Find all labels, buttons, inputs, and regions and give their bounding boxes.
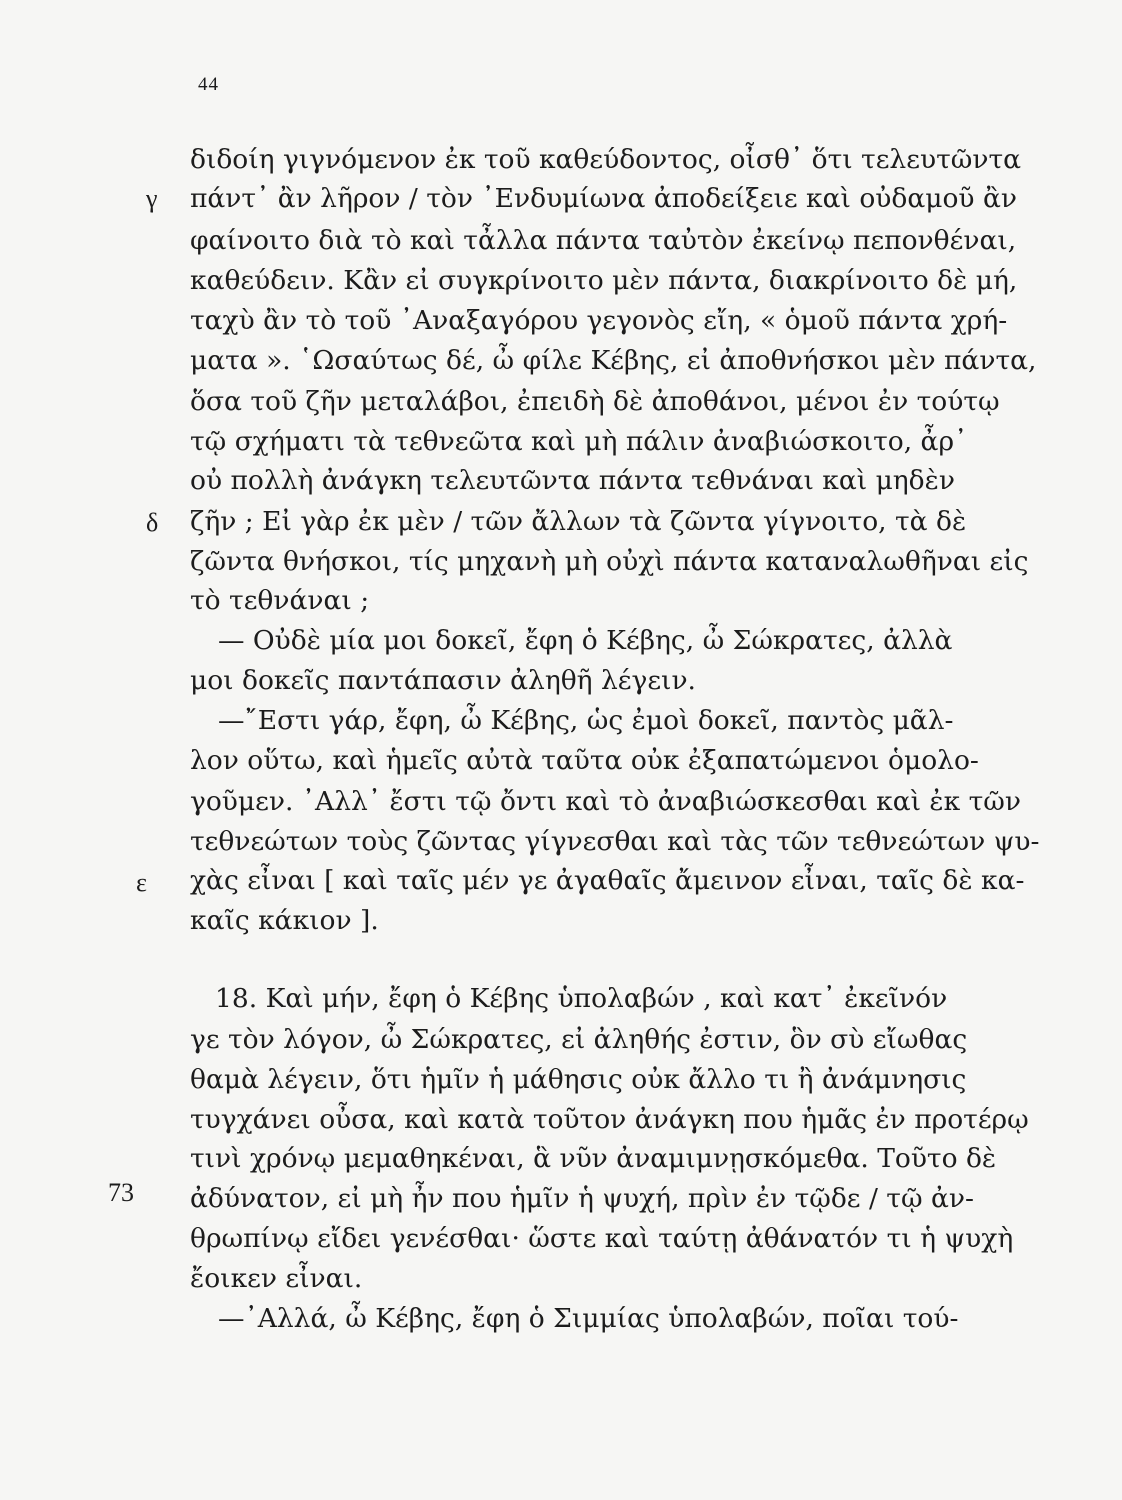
text-line: τὸ τεθνάναι ;: [190, 585, 370, 616]
text-line: πάντ᾽ ἂν λῆρον / τὸν ᾽Ενδυμίωνα ἀποδείξειε καὶ οὐδαμοῦ ἂν: [190, 183, 1017, 214]
text-line: ζῆν ; Εἰ γὰρ ἐκ μὲν / τῶν ἄλλων τὰ ζῶντα γίγνοιτο, τὰ δὲ: [190, 506, 967, 537]
text-line: μοι δοκεῖς παντάπασιν ἀληθῆ λέγειν.: [190, 665, 696, 696]
text-line: ἀδύνατον, εἰ μὴ ἦν που ἡμῖν ἡ ψυχή, πρὶν ἐν τῷδε / τῷ ἀν-: [190, 1183, 974, 1214]
margin-marker-delta: δ: [146, 508, 159, 537]
text-line: καῖς κάκιον ].: [190, 905, 379, 936]
margin-marker-epsilon: ε: [136, 868, 147, 897]
margin-marker-73: 73: [108, 1178, 134, 1207]
text-line: τυγχάνει οὖσα, καὶ κατὰ τοῦτον ἀνάγκη που ἡμᾶς ἐν προτέρῳ: [190, 1104, 1029, 1135]
text-line: οὐ πολλὴ ἀνάγκη τελευτῶντα πάντα τεθνάναι καὶ μηδὲν: [190, 465, 955, 496]
text-line: χὰς εἶναι [ καὶ ταῖς μέν γε ἀγαθαῖς ἄμεινον εἶναι, ταῖς δὲ κα-: [190, 865, 1025, 896]
text-line: καθεύδειν. Κἂν εἰ συγκρίνοιτο μὲν πάντα, διακρίνοιτο δὲ μή,: [190, 265, 1018, 296]
text-line: τῷ σχήματι τὰ τεθνεῶτα καὶ μὴ πάλιν ἀναβιώσκοιτο, ἆρ᾽: [190, 426, 968, 457]
text-line: λον οὕτω, καὶ ἡμεῖς αὐτὰ ταῦτα οὐκ ἐξαπατώμενοι ὁμολο-: [190, 745, 979, 776]
text-line: διδοίη γιγνόμενον ἐκ τοῦ καθεύδοντος, οἶσθ᾽ ὅτι τελευτῶντα: [190, 144, 1021, 175]
text-line: ὅσα τοῦ ζῆν μεταλάβοι, ἐπειδὴ δὲ ἀποθάνοι, μένοι ἐν τούτῳ: [190, 386, 1000, 417]
text-line: ἔοικεν εἶναι.: [190, 1263, 363, 1294]
text-line: —῎Εστι γάρ, ἔφη, ὦ Κέβης, ὡς ἐμοὶ δοκεῖ, παντὸς μᾶλ-: [218, 705, 954, 736]
text-line: ζῶντα θνήσκοι, τίς μηχανὴ μὴ οὐχὶ πάντα καταναλωθῆναι εἰς: [190, 546, 1029, 577]
text-line: ταχὺ ἂν τὸ τοῦ ᾽Αναξαγόρου γεγονὸς εἴη, « ὁμοῦ πάντα χρή-: [190, 305, 1008, 336]
margin-marker-gamma: γ: [146, 184, 158, 213]
text-line: φαίνοιτο διὰ τὸ καὶ τἆλλα πάντα ταὐτὸν ἐκείνῳ πεπονθέναι,: [190, 225, 1017, 256]
text-line: τινὶ χρόνῳ μεμαθηκέναι, ἃ νῦν ἀναμιμνῃσκόμεθα. Τοῦτο δὲ: [190, 1143, 997, 1174]
text-line: γε τὸν λόγον, ὦ Σώκρατες, εἰ ἀληθής ἐστιν, ὃν σὺ εἴωθας: [190, 1024, 968, 1055]
text-line: θαμὰ λέγειν, ὅτι ἡμῖν ἡ μάθησις οὐκ ἄλλο τι ἢ ἀνάμνησις: [190, 1064, 967, 1095]
text-line: θρωπίνῳ εἴδει γενέσθαι· ὥστε καὶ ταύτῃ ἀθάνατόν τι ἡ ψυχὴ: [190, 1223, 1014, 1254]
text-line: — Οὐδὲ μία μοι δοκεῖ, ἔφη ὁ Κέβης, ὦ Σώκρατες, ἀλλὰ: [218, 625, 953, 656]
text-line: —᾽Αλλά, ὦ Κέβης, ἔφη ὁ Σιμμίας ὑπολαβών, ποῖαι τού-: [218, 1303, 959, 1334]
page-number: 44: [198, 74, 219, 95]
text-line: ματα ». ῾Ωσαύτως δέ, ὦ φίλε Κέβης, εἰ ἀποθνήσκοι μὲν πάντα,: [190, 345, 1037, 376]
text-line: τεθνεώτων τοὺς ζῶντας γίγνεσθαι καὶ τὰς τῶν τεθνεώτων ψυ-: [190, 826, 1040, 857]
text-line: 18. Καὶ μήν, ἔφη ὁ Κέβης ὑπολαβών , καὶ κατ᾽ ἐκεῖνόν: [215, 983, 948, 1014]
text-line: γοῦμεν. ᾽Αλλ᾽ ἔστι τῷ ὄντι καὶ τὸ ἀναβιώσκεσθαι καὶ ἐκ τῶν: [190, 786, 1021, 817]
